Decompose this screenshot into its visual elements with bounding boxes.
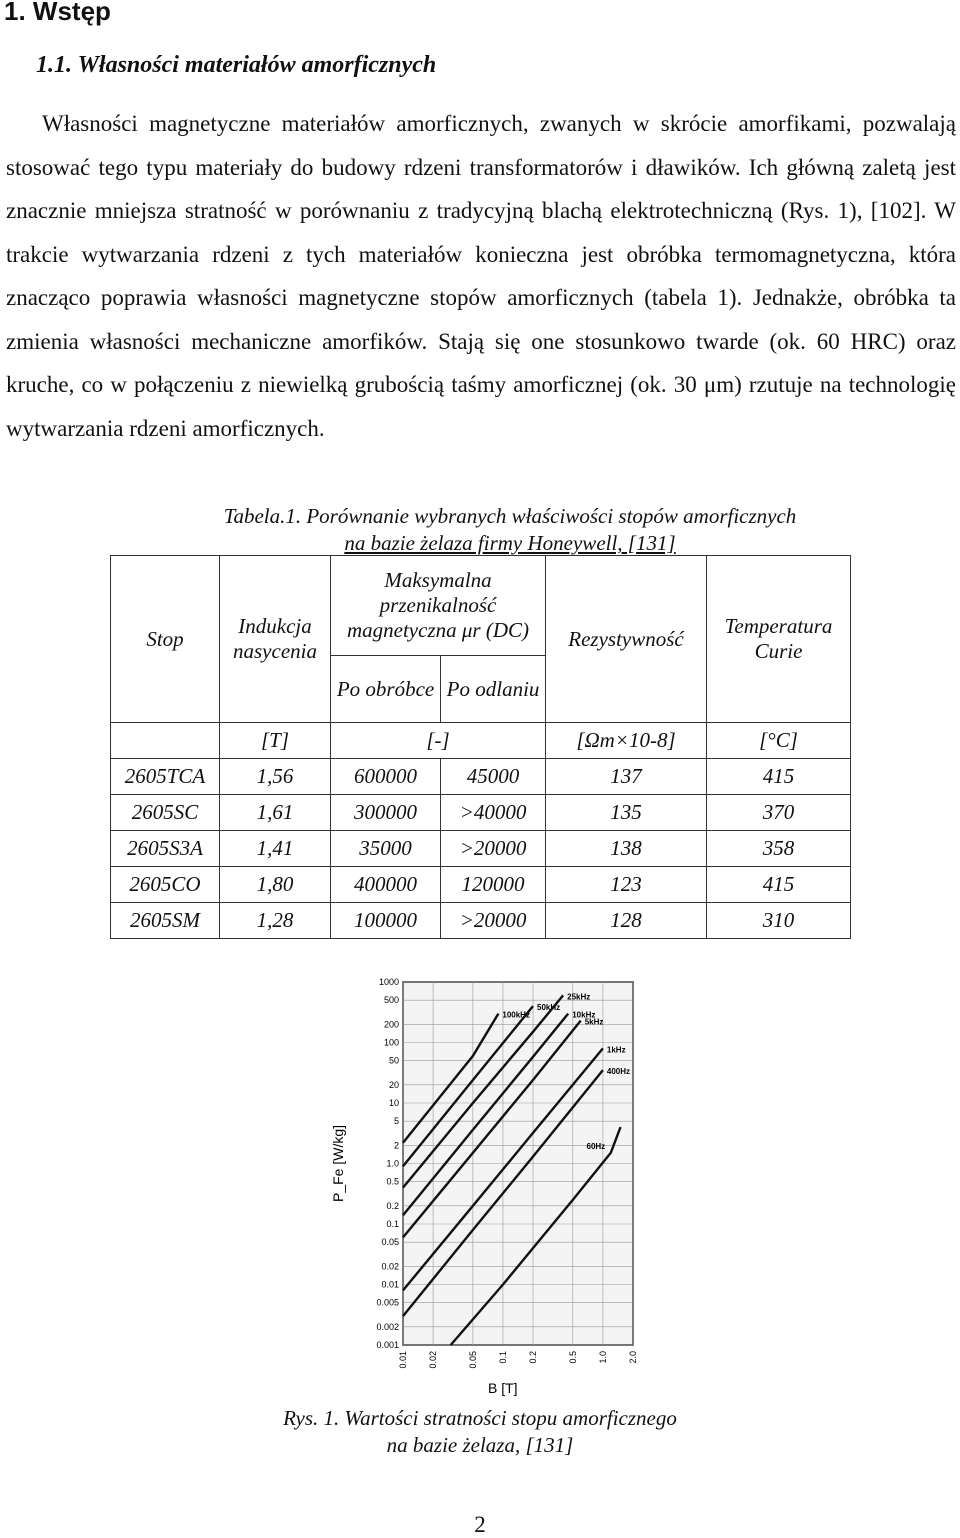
table-caption	[110, 503, 910, 557]
table-cell: 415	[707, 867, 851, 903]
core-loss-chart	[323, 970, 643, 1400]
table-cell: 2605CO	[111, 867, 220, 903]
y-tick-label: 0.1	[386, 1219, 399, 1229]
table-cell: 2605SC	[111, 795, 220, 831]
y-tick-label: 5	[393, 1116, 399, 1127]
y-tick-label: 0.5	[386, 1176, 399, 1187]
header-after-treatment: Po obróbce	[331, 656, 441, 723]
figure-caption-line2: na bazie żelaza, [131]	[386, 1433, 574, 1457]
y-tick-label: 0.001	[376, 1340, 399, 1350]
unit-cell: [Ωm×10-8]	[546, 723, 707, 759]
series-label: 400Hz	[606, 1067, 631, 1077]
header-resistivity: Rezystywność	[546, 556, 707, 723]
header-stop: Stop	[111, 556, 220, 723]
units-empty	[111, 723, 220, 759]
table-cell: 358	[707, 831, 851, 867]
y-tick-label: 1000	[378, 977, 399, 987]
y-tick-label: 0.005	[376, 1297, 399, 1308]
x-axis-label: B [T]	[488, 1380, 518, 1396]
table-cell: 370	[707, 795, 851, 831]
header-permeability: Maksymalna przenikalność magnetyczna μr (DC)	[331, 556, 546, 656]
y-tick-label: 500	[383, 995, 399, 1006]
table-cell: 400000	[331, 867, 441, 903]
y-tick-label: 0.2	[386, 1200, 399, 1211]
table-caption-line2: na bazie żelaza firmy Honeywell, [131]	[344, 531, 676, 555]
table-cell: 600000	[331, 759, 441, 795]
units-row	[111, 723, 851, 759]
series-label: 1kHz	[606, 1045, 626, 1055]
x-tick-label: 0.1	[497, 1351, 508, 1364]
table-cell: 128	[546, 903, 707, 939]
table-cell: 1,28	[220, 903, 331, 939]
y-tick-label: 0.01	[381, 1279, 399, 1290]
table-cell: 137	[546, 759, 707, 795]
table-row	[111, 831, 851, 867]
y-tick-label: 2	[393, 1140, 399, 1151]
x-tick-label: 0.5	[567, 1351, 578, 1364]
table-cell: 1,61	[220, 795, 331, 831]
table-cell: 310	[707, 903, 851, 939]
table-cell: 415	[707, 759, 851, 795]
table-cell: 120000	[441, 867, 546, 903]
table-cell: 45000	[441, 759, 546, 795]
page-number: 2	[474, 1512, 486, 1537]
table-row	[111, 759, 851, 795]
y-tick-label: 10	[388, 1098, 399, 1108]
table-cell: 1,80	[220, 867, 331, 903]
y-tick-label: 1.0	[386, 1158, 399, 1169]
chapter-heading: 1. Wstęp	[4, 0, 111, 26]
properties-table	[110, 555, 851, 939]
series-label: 100kHz	[502, 1010, 530, 1020]
x-tick-label: 0.02	[428, 1351, 439, 1369]
table-cell: 100000	[331, 903, 441, 939]
y-tick-label: 0.002	[376, 1321, 399, 1332]
x-tick-label: 0.05	[467, 1351, 478, 1369]
table-cell: 2605TCA	[111, 759, 220, 795]
unit-cell: [-]	[331, 723, 546, 759]
figure-caption-line1: Rys. 1. Wartości stratności stopu amorficznego	[283, 1406, 677, 1430]
series-label: 5kHz	[584, 1017, 604, 1027]
table-cell: 135	[546, 795, 707, 831]
series-label: 60Hz	[586, 1142, 606, 1152]
unit-cell: [T]	[220, 723, 331, 759]
table-cell: 35000	[331, 831, 441, 867]
table-row	[111, 903, 851, 939]
y-tick-label: 0.02	[381, 1261, 399, 1272]
series-label: 50kHz	[537, 1003, 561, 1013]
x-tick-label: 2.0	[628, 1351, 638, 1364]
y-tick-label: 50	[388, 1055, 399, 1066]
table-cell: 1,56	[220, 759, 331, 795]
header-curie: Temperatura Curie	[707, 556, 851, 723]
section-heading: 1.1. Własności materiałów amorficznych	[36, 52, 437, 78]
figure-caption	[180, 1405, 780, 1459]
series-label: 25kHz	[567, 992, 591, 1002]
header-induction: Indukcja nasycenia	[220, 556, 331, 723]
x-tick-label: 0.01	[398, 1351, 408, 1369]
header-after-casting: Po odlaniu	[441, 656, 546, 723]
y-tick-label: 0.05	[381, 1237, 399, 1248]
unit-cell: [°C]	[707, 723, 851, 759]
table-cell: >20000	[441, 903, 546, 939]
y-axis-label: P_Fe [W/kg]	[330, 1124, 346, 1203]
table-cell: 2605S3A	[111, 831, 220, 867]
y-tick-label: 100	[383, 1037, 399, 1048]
table-cell: 2605SM	[111, 903, 220, 939]
body-paragraph: Własności magnetyczne materiałów amorficznych, zwanych w skrócie amorfikami, pozwalają stosować tego typu materiały do budowy rdzeni transformatorów i dławików. Ich główną zaletą jest znacznie mniejsza stratność w porównaniu z tradycyjną blachą elektrotechniczną (Rys. 1), [102]. W trakcie wytwarzania rdzeni z tych materiałów konieczna jest obróbka termomagnetyczna, która znacząco poprawia własności magnetyczne stopów amorficznych (tabela 1). Jednakże, obróbka ta zmienia własności mechaniczne amorfików. Stają się one stosunkowo twarde (ok. 60 HRC) oraz kruche, co w połączeniu z niewielką grubością taśmy amorficznej (ok. 30 μm) rzutuje na technologię wytwarzania rdzeni amorficznych.	[6, 111, 956, 441]
table-cell: 1,41	[220, 831, 331, 867]
y-tick-label: 20	[388, 1079, 399, 1090]
series-label: 10kHz	[572, 1010, 596, 1020]
table-caption-line1: Tabela.1. Porównanie wybranych właściwości stopów amorficznych	[223, 504, 797, 528]
table-row	[111, 795, 851, 831]
y-tick-label: 200	[383, 1019, 399, 1030]
table-row	[111, 867, 851, 903]
table-cell: 300000	[331, 795, 441, 831]
table-cell: 123	[546, 867, 707, 903]
table-cell: 138	[546, 831, 707, 867]
table-cell: >40000	[441, 795, 546, 831]
x-tick-label: 1.0	[597, 1351, 608, 1364]
x-tick-label: 0.2	[528, 1351, 539, 1364]
table-cell: >20000	[441, 831, 546, 867]
